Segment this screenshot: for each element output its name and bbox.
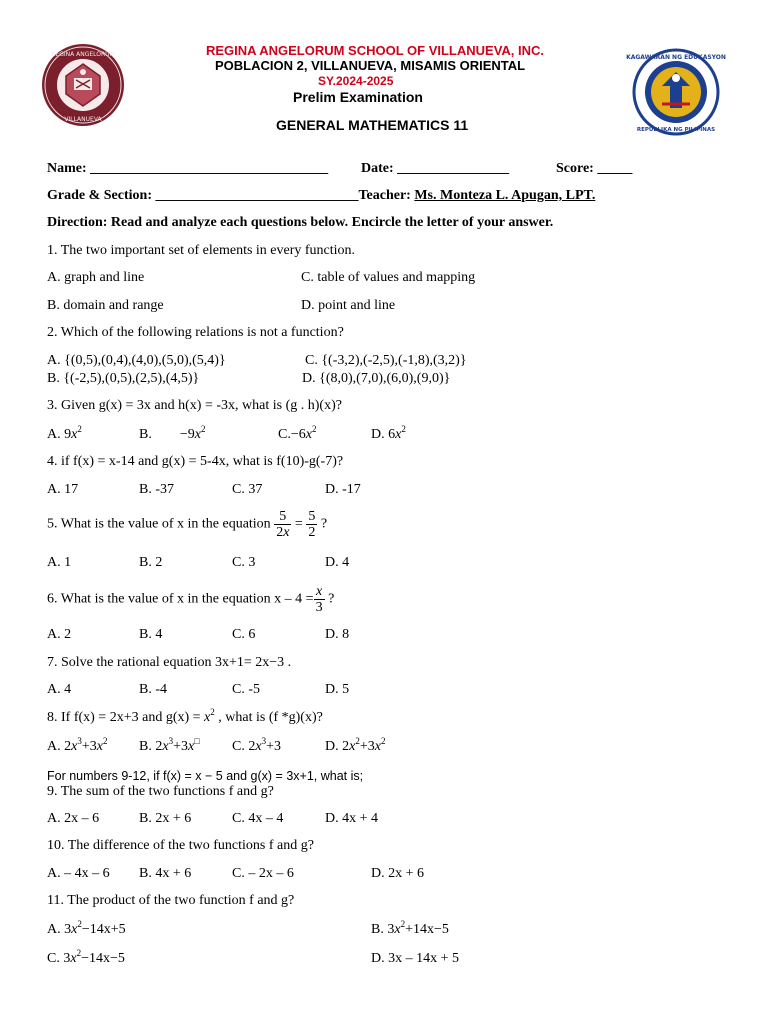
- q6-fraction: $\frac{x}{3}$: [315, 584, 323, 615]
- q10-choice-d[interactable]: D. 2x + 6: [371, 866, 425, 881]
- score-field[interactable]: [556, 161, 632, 177]
- deped-seal-logo: [626, 48, 726, 136]
- q9-choice-d[interactable]: D. 4x + 4: [325, 811, 379, 826]
- q5-choice-a[interactable]: A. 1: [47, 555, 72, 570]
- school-address: POBLACION 2, VILLANUEVA, MISAMIS ORIENTAL: [215, 58, 526, 73]
- teacher-label: Teacher:: [358, 188, 411, 203]
- question-7: 7. Solve the rational equation 3x+1= 2x−3 .: [47, 655, 292, 670]
- q5-choice-d[interactable]: D. 4: [325, 555, 350, 570]
- q8-choice-c[interactable]: C. $2x^3+3$: [232, 736, 281, 754]
- q1-choice-c[interactable]: C. table of values and mapping: [301, 270, 476, 285]
- date-line: ________________: [397, 161, 510, 176]
- date-label: Date:: [361, 161, 394, 176]
- q3-choice-a[interactable]: A. $9x^2$: [47, 424, 82, 442]
- question-1: 1. The two important set of elements in every function.: [47, 243, 356, 258]
- q4-choice-b[interactable]: B. -37: [139, 482, 174, 497]
- question-5: 5. What is the value of x in the equation $\frac{5}{2x}$ = $\frac{5}{2}$ ?: [47, 509, 328, 540]
- q4-choice-d[interactable]: D. -17: [325, 482, 361, 497]
- svg-text:KAGAWARAN NG EDUKASYON: KAGAWARAN NG EDUKASYON: [626, 54, 726, 61]
- q2-choice-c[interactable]: C. {(-3,2),(-2,5),(-1,8),(3,2)}: [305, 353, 467, 368]
- score-label: Score:: [556, 161, 594, 176]
- q6-choice-d[interactable]: D. 8: [325, 627, 350, 642]
- question-8: 8. If f(x) = 2x+3 and $g(x) = x^2$ , what is (f *g)(x)?: [47, 707, 323, 725]
- q11-choice-b[interactable]: B. $3x^2+14x-5$: [371, 919, 449, 937]
- svg-text:REPUBLIKA NG PILIPINAS: REPUBLIKA NG PILIPINAS: [636, 127, 716, 133]
- q7-choice-b[interactable]: B. -4: [139, 682, 167, 697]
- question-10: 10. The difference of the two functions f and g?: [47, 838, 314, 853]
- q9-choice-c[interactable]: C. 4x – 4: [232, 811, 284, 826]
- school-seal-logo: [40, 42, 126, 128]
- q7-choice-a[interactable]: A. 4: [47, 682, 72, 697]
- question-2: 2. Which of the following relations is not a function?: [47, 325, 344, 340]
- q4-choice-a[interactable]: A. 17: [47, 482, 79, 497]
- q5-fraction-right: $\frac{5}{2}$: [308, 509, 316, 540]
- school-name: REGINA ANGELORUM SCHOOL OF VILLANUEVA, INC.: [206, 43, 545, 58]
- svg-text:VILLANUEVA: VILLANUEVA: [64, 116, 102, 123]
- q10-choice-c[interactable]: C. – 2x – 6: [232, 866, 294, 881]
- question-11: 11. The product of the two function f and g?: [47, 893, 295, 908]
- q1-choice-b[interactable]: B. domain and range: [47, 298, 164, 313]
- direction-text: Direction: Read and analyze each questions below. Encircle the letter of your answer.: [47, 215, 554, 230]
- grade-section-field[interactable]: [47, 188, 595, 204]
- q2-choice-d[interactable]: D. {(8,0),(7,0),(6,0),(9,0)}: [302, 371, 451, 386]
- q8-choice-a[interactable]: A. $2x^3+3x^2$: [47, 736, 108, 754]
- instruction-note: For numbers 9-12, if f(x) = x − 5 and g(x) = 3x+1, what is;: [47, 769, 364, 783]
- score-line: _____: [597, 161, 633, 176]
- q5-choice-c[interactable]: C. 3: [232, 555, 256, 570]
- q8-choice-d[interactable]: D. $2x^2+3x^2$: [325, 736, 386, 754]
- q10-choice-a[interactable]: A. – 4x – 6: [47, 866, 110, 881]
- name-line: __________________________________: [90, 161, 329, 176]
- svg-text:REGINA ANGELORUM: REGINA ANGELORUM: [51, 51, 115, 58]
- date-field[interactable]: [361, 161, 509, 177]
- q11-choice-d[interactable]: D. 3x – 14x + 5: [371, 951, 460, 966]
- q5-choice-b[interactable]: B. 2: [139, 555, 163, 570]
- q4-choice-c[interactable]: C. 37: [232, 482, 263, 497]
- q3-choice-d[interactable]: D. $6x^2$: [371, 424, 406, 442]
- q11-choice-c[interactable]: C. $3x^2-14x-5$: [47, 948, 125, 966]
- name-label: Name:: [47, 161, 87, 176]
- q11-choice-a[interactable]: A. $3x^2-14x+5$: [47, 919, 126, 937]
- question-3: 3. Given g(x) = 3x and h(x) = -3x, what is (g . h)(x)?: [47, 398, 342, 413]
- q2-choice-b[interactable]: B. {(-2,5),(0,5),(2,5),(4,5)}: [47, 371, 200, 386]
- q6-choice-a[interactable]: A. 2: [47, 627, 72, 642]
- q9-choice-b[interactable]: B. 2x + 6: [139, 811, 192, 826]
- grade-label: Grade & Section:: [47, 188, 152, 203]
- q9-choice-a[interactable]: A. 2x – 6: [47, 811, 100, 826]
- q5-fraction-left: $\frac{5}{2x}$: [276, 509, 290, 540]
- q7-choice-c[interactable]: C. -5: [232, 682, 260, 697]
- q1-choice-d[interactable]: D. point and line: [301, 298, 396, 313]
- grade-line: _____________________________: [155, 188, 359, 203]
- subject-title: GENERAL MATHEMATICS 11: [276, 117, 469, 133]
- name-field[interactable]: [47, 161, 328, 177]
- q8-choice-b[interactable]: B. $2x^3+3x^□$: [139, 736, 200, 754]
- question-4: 4. if f(x) = x-14 and g(x) = 5-4x, what is f(10)-g(-7)?: [47, 454, 344, 469]
- teacher-name: Ms. Monteza L. Apugan, LPT.: [414, 188, 596, 203]
- q1-choice-a[interactable]: A. graph and line: [47, 270, 145, 285]
- question-9: 9. The sum of the two functions f and g?: [47, 784, 274, 799]
- school-year: SY.2024-2025: [318, 74, 394, 88]
- q2-choice-a[interactable]: A. {(0,5),(0,4),(4,0),(5,0),(5,4)}: [47, 353, 226, 368]
- q6-choice-c[interactable]: C. 6: [232, 627, 256, 642]
- question-6: 6. What is the value of x in the equation x – 4 = $\frac{x}{3}$ ?: [47, 584, 335, 615]
- q3-choice-c[interactable]: $C.-6x^2$: [278, 424, 317, 442]
- q6-choice-b[interactable]: B. 4: [139, 627, 163, 642]
- q7-choice-d[interactable]: D. 5: [325, 682, 350, 697]
- q3-choice-b[interactable]: B. $-9x^2$: [139, 424, 206, 442]
- exam-title: Prelim Examination: [293, 89, 423, 105]
- q10-choice-b[interactable]: B. 4x + 6: [139, 866, 192, 881]
